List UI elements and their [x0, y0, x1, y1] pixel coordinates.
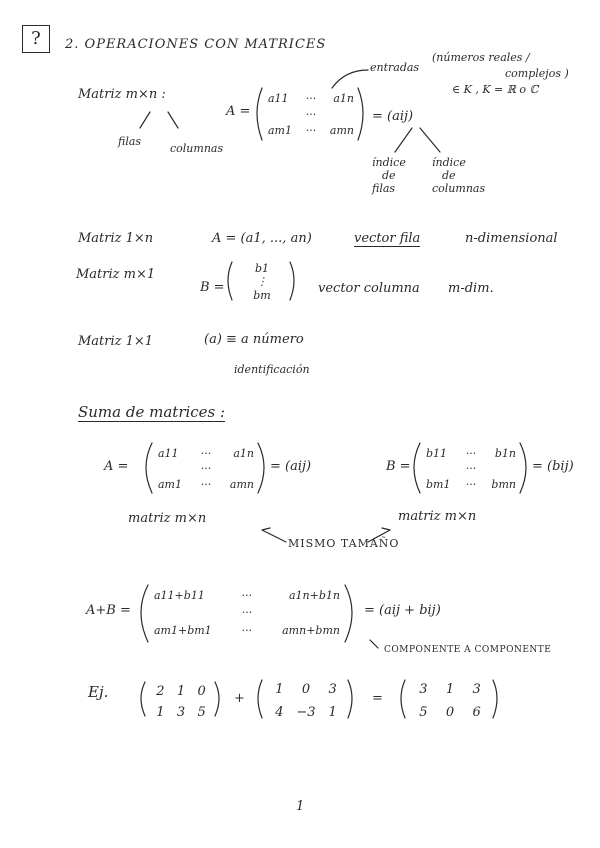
matriz-mxn-label: Matriz m×n : [78, 87, 166, 102]
m-dim-label: m-dim. [448, 281, 494, 296]
sum-matrix-a: a11 ··· a1n ··· am1 ··· amn [158, 447, 254, 491]
sum-b-eq: = (bij) [532, 459, 574, 474]
num-complejos-label: complejos ) [505, 67, 569, 80]
matriz-1xn-label: Matriz 1×n [78, 231, 154, 246]
matriz-1x1-formula: (a) ≡ a número [204, 332, 304, 347]
ej-eq: = [372, 691, 383, 706]
num-reales-label: (números reales / [432, 51, 530, 64]
identificacion-label: identificación [234, 363, 310, 376]
vector-fila-label: vector fila [354, 231, 421, 246]
a-eq-label: A = [226, 104, 251, 119]
ej-matrix-3: 3 1 3 5 0 6 [419, 682, 481, 720]
matriz-mx1-label: Matriz m×1 [76, 267, 156, 282]
page-number: 1 [296, 799, 305, 814]
indice-col-label: índice de columnas [432, 156, 486, 196]
ej-matrix-2: 1 0 3 4 −3 1 [275, 682, 337, 720]
a-plus-b-eq: = (aij + bij) [364, 603, 441, 618]
entradas-label: entradas [370, 61, 420, 74]
aij-eq: = (aij) [372, 109, 414, 124]
b-eq-label: B = [200, 280, 225, 295]
filas-label: filas [118, 135, 142, 148]
indice-fila-label: índice de filas [372, 156, 406, 196]
vector-b: b1 ⋮ bm [253, 262, 271, 302]
a-plus-b-label: A+B = [86, 603, 131, 618]
box-label: ? [22, 25, 50, 53]
sum-result-matrix: a11+b11 ··· a1n+b1n ··· am1+bm1 ··· amn+bmn [154, 589, 340, 637]
sum-a-eq: = (aij) [270, 459, 312, 474]
sum-matrix-b: b11 ··· b1n ··· bm1 ··· bmn [426, 447, 516, 491]
columnas-label: columnas [170, 142, 224, 155]
ej-plus: + [234, 691, 245, 706]
vector-columna-label: vector columna [318, 281, 420, 296]
matriz-1x1-label: Matriz 1×1 [78, 334, 154, 349]
n-dimensional-label: n-dimensional [465, 231, 558, 246]
sum-b-label: B = [386, 459, 411, 474]
sum-a-label: A = [104, 459, 129, 474]
field-k-label: ∈ K , K = ℝ o ℂ [452, 83, 539, 96]
page-title: 2. OPERACIONES CON MATRICES [65, 37, 327, 52]
matriz-1xn-formula: A = (a1, ..., an) [212, 231, 312, 246]
ej-matrix-1: 2 1 0 1 3 5 [156, 684, 206, 720]
ej-label: Ej. [88, 683, 109, 701]
matriz-mxn-left: matriz m×n [128, 511, 207, 526]
matriz-mxn-right: matriz m×n [398, 509, 477, 524]
mismo-tamano-label: MISMO TAMAÑO [288, 537, 400, 550]
componente-label: COMPONENTE A COMPONENTE [384, 645, 552, 655]
matrix-a: a11 ··· a1n ··· am1 ··· amn [268, 91, 354, 137]
suma-title: Suma de matrices : [78, 403, 226, 421]
